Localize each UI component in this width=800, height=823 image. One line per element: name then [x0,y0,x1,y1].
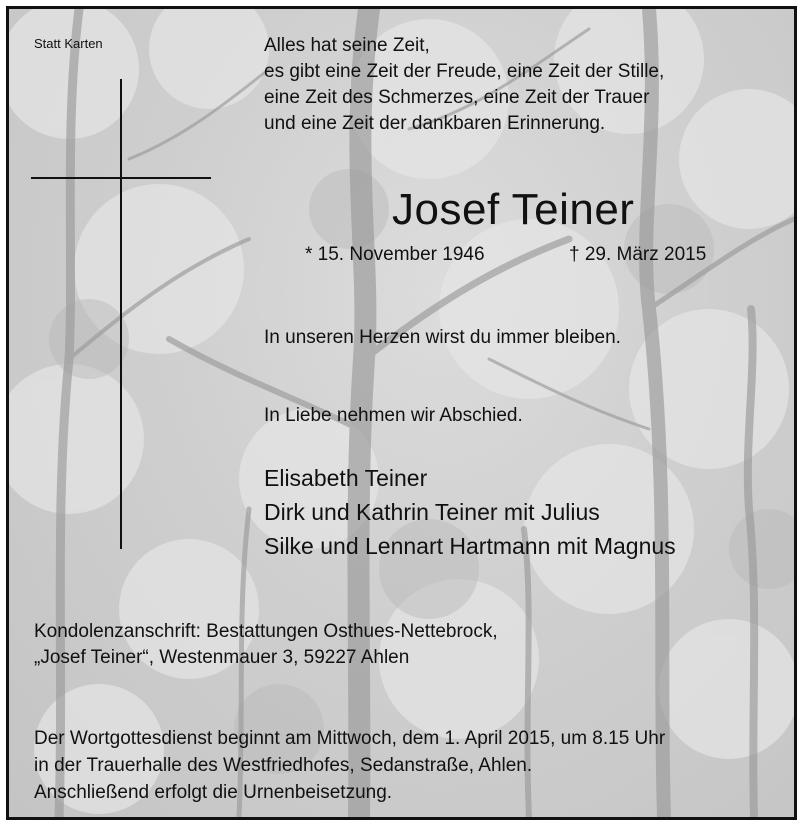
condolence-line: „Josef Teiner“, Westenmauer 3, 59227 Ahlen [34,647,410,668]
mourners-list [264,461,676,563]
condolence-line: Kondolenzanschrift: Bestattungen Osthues-Nettebrock, [34,621,498,642]
service-info [34,725,665,806]
mourner-name: Elisabeth Teiner [264,465,428,491]
service-line: in der Trauerhalle des Westfriedhofes, Sedanstraße, Ahlen. [34,755,533,776]
cross-horizontal-bar [31,177,211,179]
obituary-notice [6,6,797,820]
verse-line: eine Zeit des Schmerzes, eine Zeit der Trauer [264,87,650,108]
farewell-text: In Liebe nehmen wir Abschied. [264,405,523,426]
verse-line: und eine Zeit der dankbaren Erinnerung. [264,113,606,134]
mourner-name: Dirk und Kathrin Teiner mit Julius [264,499,600,525]
verse [264,33,664,137]
statt-karten-label: Statt Karten [34,36,103,51]
death-date: † 29. März 2015 [569,244,707,265]
deceased-name: Josef Teiner [392,185,635,234]
verse-line: Alles hat seine Zeit, [264,35,430,56]
verse-line: es gibt eine Zeit der Freude, eine Zeit der Stille, [264,61,665,82]
mourner-name: Silke und Lennart Hartmann mit Magnus [264,533,676,559]
condolence-address [34,619,498,671]
cross-vertical-bar [120,79,122,549]
service-line: Anschließend erfolgt die Urnenbeisetzung. [34,782,393,803]
birth-date: * 15. November 1946 [305,244,485,265]
memorial-quote: In unseren Herzen wirst du immer bleiben. [264,327,621,348]
service-line: Der Wortgottesdienst beginnt am Mittwoch, dem 1. April 2015, um 8.15 Uhr [34,728,666,749]
